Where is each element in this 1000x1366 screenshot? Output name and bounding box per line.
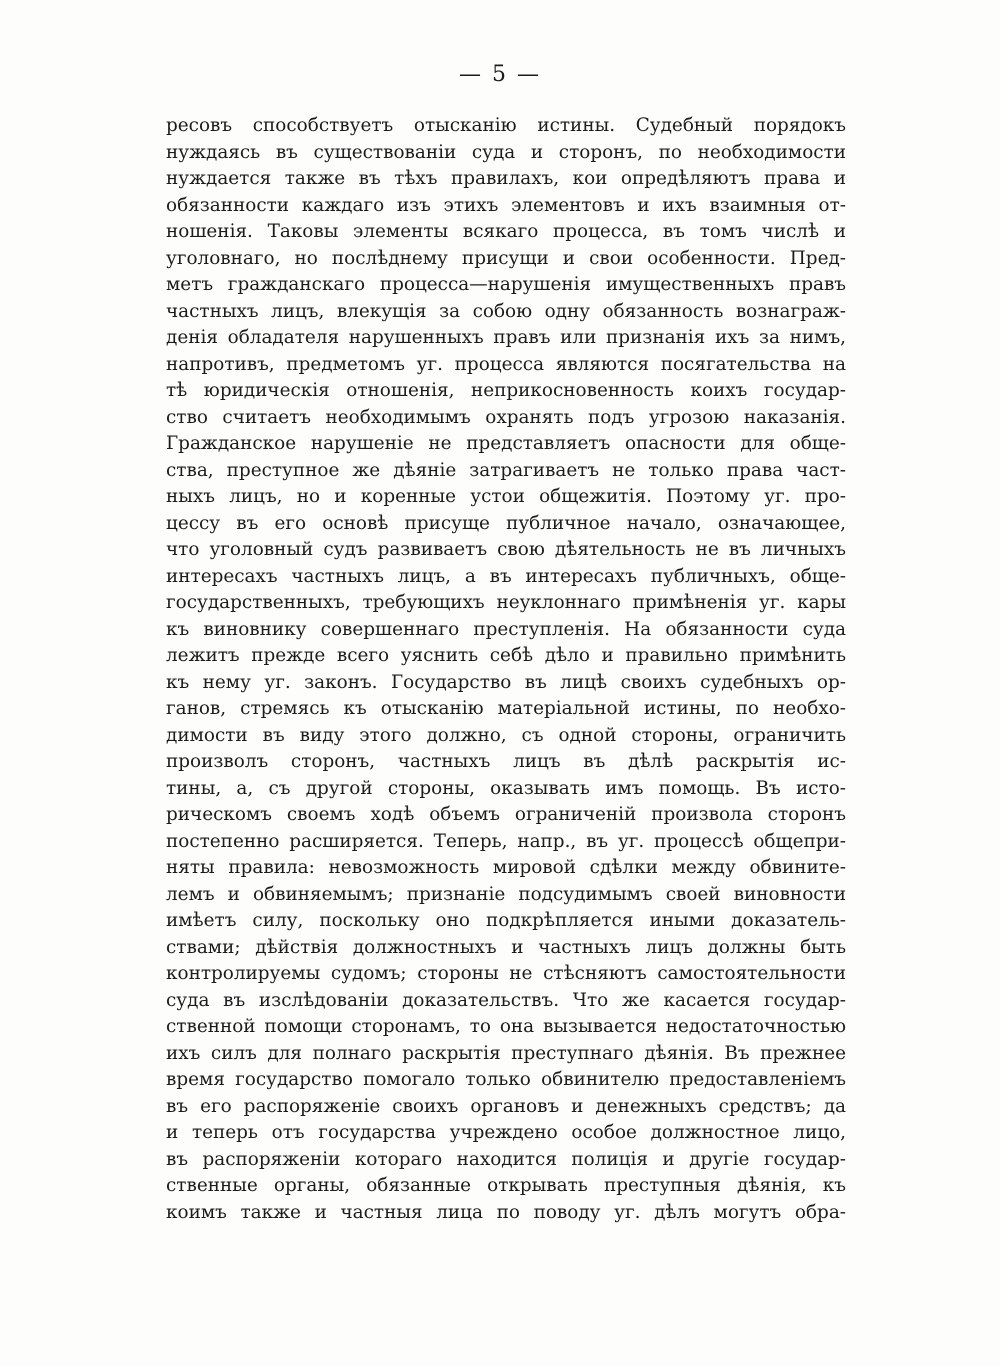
text-line: частныхъ лицъ, влекущія за собою одну обязанность вознаграж- [166, 300, 846, 322]
text-line: къ нему уг. законъ. Государство въ лицѣ своихъ судебныхъ ор- [166, 671, 846, 693]
text-line: метъ гражданскаго процесса—нарушенія имущественныхъ правъ [166, 274, 846, 295]
text-line: ресовъ способствуетъ отысканію истины. Судебный порядокъ [166, 115, 846, 136]
text-line: контролируемы судомъ; стороны не стѣсняютъ самостоятельности [166, 963, 846, 984]
text-line: коимъ также и частныя лица по поводу уг. дѣлъ могутъ обра- [166, 1201, 846, 1223]
text-line: тины, а, съ другой стороны, оказывать имъ помощь. Въ исто- [166, 777, 846, 799]
text-line: нуждается также въ тѣхъ правилахъ, кои опредѣляютъ права и [166, 168, 846, 189]
text-line: тѣ юридическія отношенія, неприкосновенность коихъ государ- [166, 380, 846, 401]
text-line: ствами; дѣйствія должностныхъ и частныхъ лицъ должны быть [166, 936, 846, 958]
text-line: ношенія. Таковы элементы всякаго процесса, въ томъ числѣ и [166, 221, 846, 242]
text-line: обязанности каждаго изъ этихъ элементовъ и ихъ взаимныя от- [166, 194, 846, 216]
text-line: произволъ сторонъ, частныхъ лицъ въ дѣлѣ раскрытія ис- [166, 751, 846, 772]
text-line: Гражданское нарушеніе не представляетъ опасности для обще- [166, 433, 846, 454]
text-line: имѣетъ силу, поскольку оно подкрѣпляется иными доказатель- [166, 910, 846, 931]
body-text [166, 113, 846, 1226]
text-line: суда въ изслѣдованіи доказательствъ. Что же касается государ- [166, 989, 846, 1011]
text-line: димости въ виду этого должно, съ одной стороны, ограничить [166, 724, 846, 746]
text-line: цессу въ его основѣ присуще публичное начало, означающее, [166, 512, 846, 534]
text-line: время государство помогало только обвинителю предоставленіемъ [166, 1069, 846, 1090]
text-line: напротивъ, предметомъ уг. процесса являются посягательства на [166, 353, 846, 375]
text-line: государственныхъ, требующихъ неуклоннаго примѣненія уг. кары [166, 592, 846, 613]
text-line: уголовнаго, но послѣднему присущи и свои особенности. Пред- [166, 247, 846, 269]
text-line: и теперь отъ государства учреждено особое должностное лицо, [166, 1122, 846, 1143]
text-line: ство считаетъ необходимымъ охранять подъ угрозою наказанія. [166, 406, 846, 428]
text-line: въ распоряженіи котораго находится полиція и другіе государ- [166, 1148, 846, 1170]
text-line: ганов, стремясь къ отысканію матеріальной истины, по необхо- [166, 698, 846, 719]
text-line: интересахъ частныхъ лицъ, а въ интересахъ публичныхъ, обще- [166, 565, 846, 587]
page-number: — 5 — [459, 62, 541, 87]
text-line: что уголовный судъ развиваетъ свою дѣятельность не въ личныхъ [166, 539, 846, 560]
text-line: лемъ и обвиняемымъ; признаніе подсудимымъ своей виновности [166, 883, 846, 905]
text-line: ственные органы, обязанные открывать преступныя дѣянія, къ [166, 1175, 846, 1196]
text-line: рическомъ своемъ ходѣ объемъ ограниченій произвола сторонъ [166, 804, 846, 825]
text-line: ственной помощи сторонамъ, то она вызывается недостаточностью [166, 1016, 846, 1037]
text-line: постепенно расширяется. Теперь, напр., въ уг. процессѣ общепри- [166, 830, 846, 852]
text-line: въ его распоряженіе своихъ органовъ и денежныхъ средствъ; да [166, 1095, 846, 1117]
text-line: лежитъ прежде всего уяснить себѣ дѣло и правильно примѣнить [166, 645, 846, 666]
text-line: нуждаясь въ существованіи суда и сторонъ, по необходимости [166, 141, 846, 163]
text-line: денія обладателя нарушенныхъ правъ или признанія ихъ за нимъ, [166, 327, 846, 348]
text-line: няты правила: невозможность мировой сдѣлки между обвините- [166, 857, 846, 878]
text-line: ныхъ лицъ, но и коренные устои общежитія. Поэтому уг. про- [166, 486, 846, 507]
text-line: къ виновнику совершеннаго преступленія. На обязанности суда [166, 618, 846, 640]
text-line: ства, преступное же дѣяніе затрагиваетъ не только права част- [166, 459, 846, 481]
text-line: ихъ силъ для полнаго раскрытія преступнаго дѣянія. Въ прежнее [166, 1042, 846, 1064]
